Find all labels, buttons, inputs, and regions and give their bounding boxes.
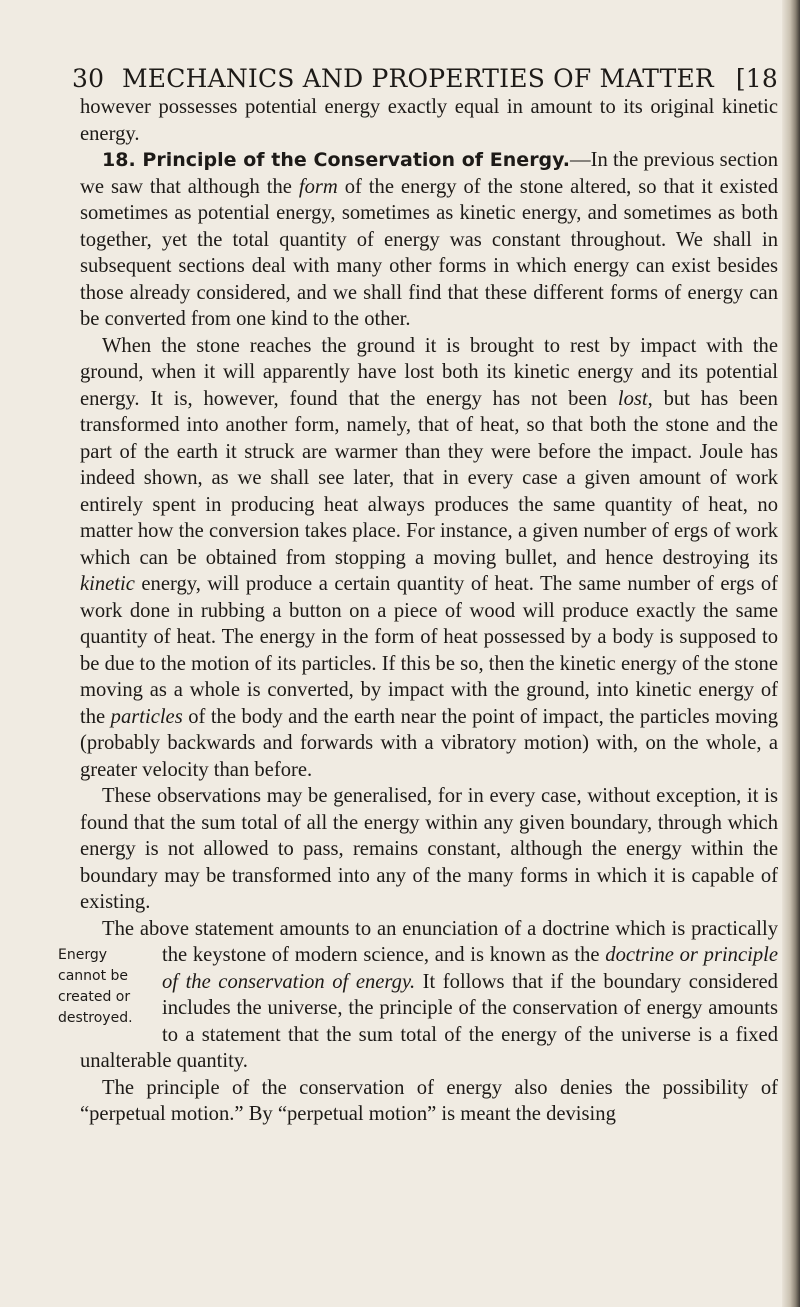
section-18-paragraph-1: 18. Principle of the Conservation of Energy.—In the previous section we saw that although the form of the energy of the stone altered, so that it existed sometimes as potential energy, sometimes as kinetic energy, and sometimes as both together, yet the total quantity of energy was constant throughout. We shall in subsequent sections deal with many other forms in which energy can exist besides those already considered, and we shall find that these different forms of energy can be converted from one kind to the other. (80, 149, 779, 330)
margin-note: Energy cannot be created or destroyed. (58, 947, 133, 1026)
section-18-paragraph-4: The above statement amounts to an enunciation of a doctrine which is practically the keystone of modern science, and is known as the Energy cannot be created or destroyed. doctrine or principle of the conservation of energy. It follows that if the boundary considered includes the universe, the principle of the conservation of energy amounts to a statement that the sum total of the energy of the universe is a fixed unalterable quantity. (58, 917, 779, 1072)
section-heading: 18. Principle of the Conservation of Energy. (102, 149, 571, 171)
section-18-paragraph-5: The principle of the conservation of energy also denies the possibility of “perpetual motion.” By “perpetual motion” is meant the devising (80, 1076, 778, 1125)
page-edge-shadow (782, 0, 800, 1307)
paragraph-continued: however possesses potential energy exactly equal in amount to its original kinetic energy. (80, 96, 778, 145)
section-reference: [18 (735, 64, 778, 93)
section-18-paragraph-3: These observations may be generalised, for in every case, without exception, it is found that the sum total of all the energy within any given boundary, through which energy is not allowed to pass, remains constant, although the energy within the boundary may be transformed into any of the many forms in which it is capable of existing. (80, 785, 778, 913)
page-number: 30 (72, 64, 105, 93)
section-18-paragraph-2: When the stone reaches the ground it is brought to rest by impact with the ground, when it will apparently have lost both its kinetic energy and its potential energy. It is, however, found that the energy has not been lost, but has been transformed into another form, namely, that of heat, so that both the stone and the part of the earth it struck are warmer than they were before the impact. Joule has indeed shown, as we shall see later, that in every case a given amount of work entirely spent in producing heat always produces the same quantity of heat, no matter how the conversion takes place. For instance, a given number of ergs of work which can be obtained from stopping a moving bullet, and hence destroying its kinetic energy, will produce a certain quantity of heat. The same number of ergs of work done in rubbing a button on a piece of wood will produce exactly the same quantity of heat. The energy in the form of heat possessed by a body is supposed to be due to the motion of its particles. If this be so, then the kinetic energy of the stone moving as a whole is converted, by impact with the ground, into kinetic energy of the particles of the body and the earth near the point of impact, the particles moving (probably backwards and forwards with a vibratory motion) with, on the whole, a greater velocity than before. (80, 334, 778, 781)
page-body (58, 94, 779, 1128)
running-title: MECHANICS AND PROPERTIES OF MATTER (122, 64, 714, 93)
